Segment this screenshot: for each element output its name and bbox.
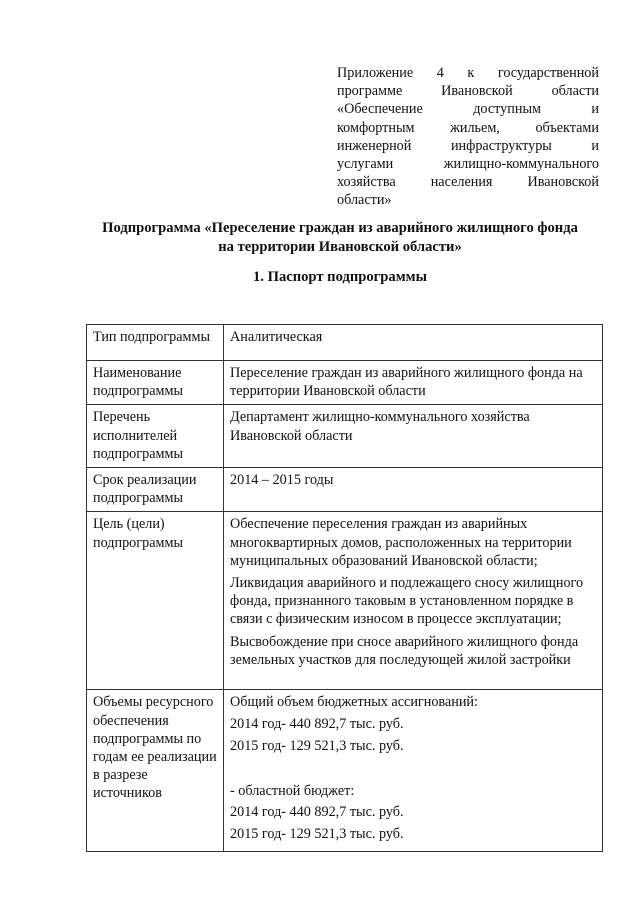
appendix-line: Приложение 4 к государственной: [337, 65, 599, 81]
appendix-note: [337, 64, 599, 210]
row-label: Цель (цели) подпрограммы: [87, 512, 224, 690]
table-row: [87, 405, 603, 468]
row-label: Тип подпрограммы: [87, 325, 224, 361]
budget-total-2015: 2015 год- 129 521,3 тыс. руб.: [230, 737, 404, 754]
subprogram-title: [60, 219, 620, 257]
appendix-line: программе Ивановской области: [337, 83, 599, 100]
section-heading: 1. Паспорт подпрограммы: [253, 269, 427, 285]
table-row: [87, 690, 603, 851]
row-value: Переселение граждан из аварийного жилищного фонда на территории Ивановской области: [224, 361, 603, 405]
budget-regional-2015: 2015 год- 129 521,3 тыс. руб.: [230, 825, 404, 842]
goal-paragraph: Обеспечение переселения граждан из аварийных многоквартирных домов, расположенных на территории муниципальных образований Ивановской области;: [230, 516, 572, 569]
appendix-line: области»: [337, 192, 392, 209]
table-row: [87, 468, 603, 512]
row-label: Объемы ресурсного обеспечения подпрограммы по годам ее реализации в разрезе источников: [87, 690, 224, 851]
budget-cell: [224, 690, 603, 851]
subprogram-title-line1: Подпрограмма «Переселение граждан из аварийного жилищного фонда: [102, 220, 578, 236]
spacer: [230, 759, 596, 782]
goal-paragraph: Ликвидация аварийного и подлежащего сносу жилищного фонда, признанного таковым в установленном порядке в связи с физическим износом в процессе эксплуатации;: [230, 575, 584, 628]
row-value: Департамент жилищно-коммунального хозяйства Ивановской области: [224, 405, 603, 468]
subprogram-title-line2: на территории Ивановской области»: [218, 239, 462, 255]
table-row: [87, 512, 603, 690]
appendix-line: услугами жилищно-коммунального: [337, 156, 599, 173]
passport-table: [86, 324, 603, 852]
appendix-line: «Обеспечение доступным и: [337, 101, 599, 118]
row-value: Аналитическая: [224, 325, 603, 361]
appendix-line: инженерной инфраструктуры и: [337, 137, 599, 154]
budget-total-heading: Общий объем бюджетных ассигнований:: [230, 694, 478, 711]
row-value: 2014 – 2015 годы: [224, 468, 603, 512]
appendix-line: комфортным жильем, объектами: [337, 119, 599, 136]
budget-total-2014: 2014 год- 440 892,7 тыс. руб.: [230, 716, 404, 733]
goal-paragraph: Высвобождение при сносе аварийного жилищного фонда земельных участков для последующей жилой застройки: [230, 633, 579, 668]
budget-regional-heading: - областной бюджет:: [230, 782, 355, 799]
row-label: Наименование подпрограммы: [87, 361, 224, 405]
row-label: Перечень исполнителей подпрограммы: [87, 405, 224, 468]
table-row: [87, 361, 603, 405]
appendix-line: хозяйства населения Ивановской: [337, 174, 599, 191]
row-label: Срок реализации подпрограммы: [87, 468, 224, 512]
goals-cell: [224, 512, 603, 690]
table-row: [87, 325, 603, 361]
budget-regional-2014: 2014 год- 440 892,7 тыс. руб.: [230, 804, 404, 821]
